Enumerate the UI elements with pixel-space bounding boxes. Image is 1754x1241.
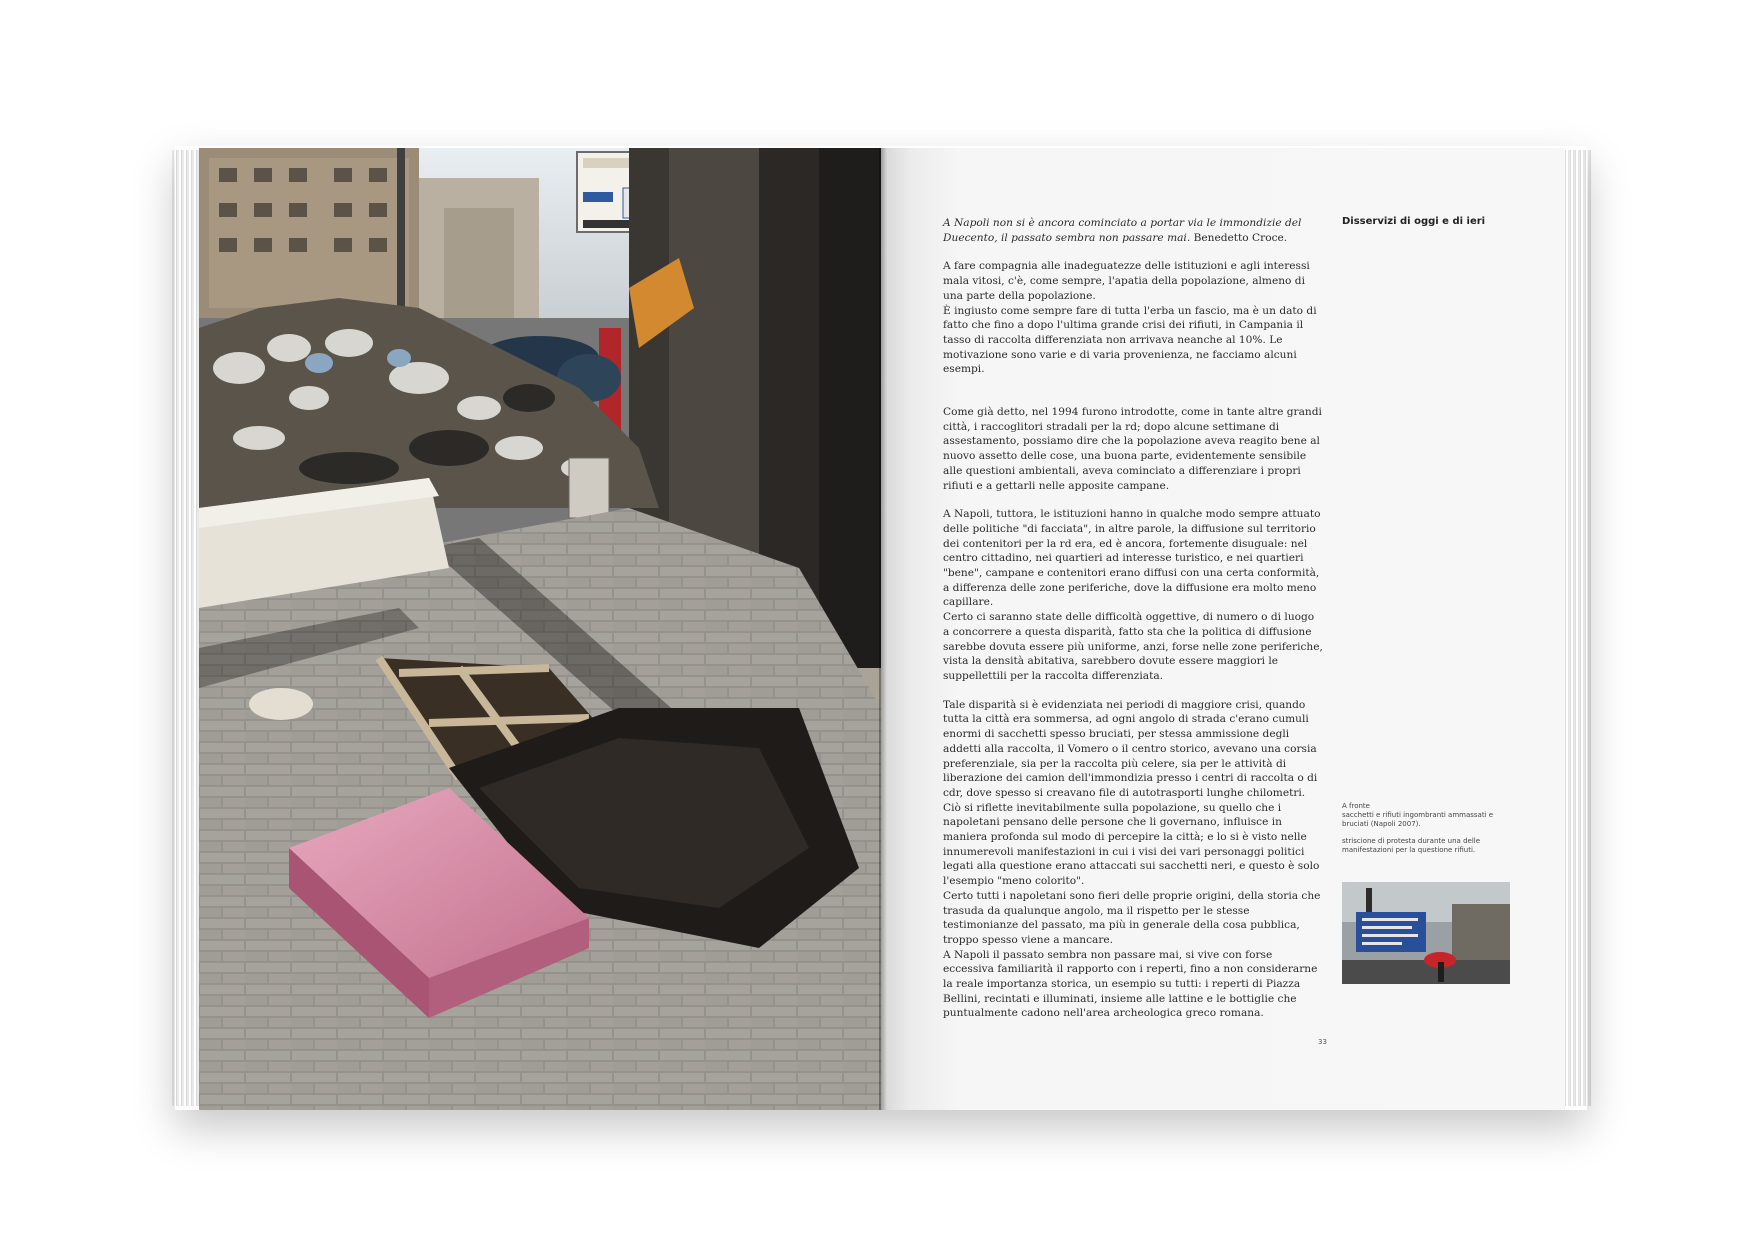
paragraph: Certo ci saranno state delle difficoltà oggettive, di numero o di luogo a concorrere a questa disparità, fatto sta che la politica di diffusione sarebbe dovuta essere più uniforme, anzi, forse nelle zone periferiche, vista la densità abitativa, sarebbero dovute essere maggiori le suppellettili per la raccolta differenziata. [943, 611, 1323, 682]
epigraph-author: Benedetto Croce. [1190, 231, 1288, 244]
paragraph: A Napoli, tuttora, le istituzioni hanno in qualche modo sempre attuato delle politiche "di facciata", in altre parole, la diffusione sul territorio dei contenitori per la rd era, ed è ancora, fortemente disuguale: nel centro cittadino, nei quartieri ad interesse turistico, e nei quartieri "bene", campane e contenitori erano diffusi con una certa conformità, a differenza delle zone periferiche, dove la diffusione era molto meno capillare. [943, 508, 1321, 609]
paragraph: A fare compagnia alle inadeguatezze delle istituzioni e agli interessi mala vitosi, c'è, come sempre, l'apatia della popolazione, almeno di una parte della popolazione. [943, 260, 1310, 302]
epigraph-quote: A Napoli non si è ancora cominciato a portar via le immondizie del Duecento, il passato sembra non passare mai. [943, 217, 1302, 244]
photo-left-page [199, 148, 881, 1110]
photo-caption [1342, 802, 1512, 863]
paragraph: Tale disparità si è evidenziata nei periodi di maggiore crisi, quando tutta la città era sommersa, ad ogni angolo di strada c'erano cumuli enormi di sacchetti spesso bruciati, per stessa ammissione degli addetti alla raccolta, il Vomero o il centro storico, avevano una corsia preferenziale, sia per la raccolta più celere, sia per le attività di liberazione dei camion dell'immondizia presso i centri di raccolta o di cdr, dove spesso si creavano file di autotrasporti lunghe chilometri. [943, 698, 1318, 799]
section-title: Disservizi di oggi e di ieri [1342, 216, 1486, 227]
page-number: 33 [1318, 1038, 1327, 1046]
book-gutter-shadow [879, 148, 887, 1110]
street-garbage-photo [199, 148, 881, 1110]
epigraph [943, 216, 1323, 245]
paragraph: È ingiusto come sempre fare di tutta l'erba un fascio, ma è un dato di fatto che fino a dopo l'ultima grande crisi dei rifiuti, in Campania il tasso di raccolta differenziata non arrivava neanche al 10%. Le motivazione sono varie e di varia provenienza, ne facciamo alcuni esempi. [943, 304, 1317, 376]
paragraph: Come già detto, nel 1994 furono introdotte, come in tante altre grandi città, i raccoglitori stradali per la rd; dopo alcune settimane di assestamento, possiamo dire che la popolazione aveva reagito bene al nuovo assetto delle cose, una buona parte, evidentemente sensibile alle questioni ambientali, aveva cominciato a differenziare i propri rifiuti e a gettarli nelle apposite campane. [943, 406, 1322, 492]
body-text [943, 216, 1323, 1021]
protest-banner-photo [1342, 882, 1510, 984]
paragraph: Ciò si riflette inevitabilmente sulla popolazione, su quello che i napoletani pensano delle persone che li governano, influisce in maniera profonda sul modo di percepire la città; e lo si è visto nelle innumerevoli manifestazioni in cui i visi dei vari personaggi politici legati alla questione erano attaccati sui sacchetti neri, e questo è solo l'esempio "meno colorito". [943, 801, 1320, 888]
paragraph: Certo tutti i napoletani sono fieri delle proprie origini, della storia che trasuda da qualunque angolo, ma il rispetto per le stesse testimonianze del passato, ma più in generale della cosa pubblica, troppo spesso viene a mancare. [943, 889, 1321, 946]
caption-left-photo: A fronte sacchetti e rifiuti ingombranti ammassati e bruciati (Napoli 2007). [1342, 802, 1494, 828]
paragraph: A Napoli il passato sembra non passare mai, si vive con forse eccessiva familiarità il rapporto con i reperti, fino a non considerarne la reale importanza storica, un esempio su tutti: i reperti di Piazza Bellini, recintati e illuminati, insieme alle lattine e le bottiglie che puntualmente cadono nell'area archeologica greco romana. [943, 948, 1318, 1020]
caption-thumbnail: striscione di protesta durante una delle manifestazioni per la questione rifiuti. [1342, 837, 1481, 854]
